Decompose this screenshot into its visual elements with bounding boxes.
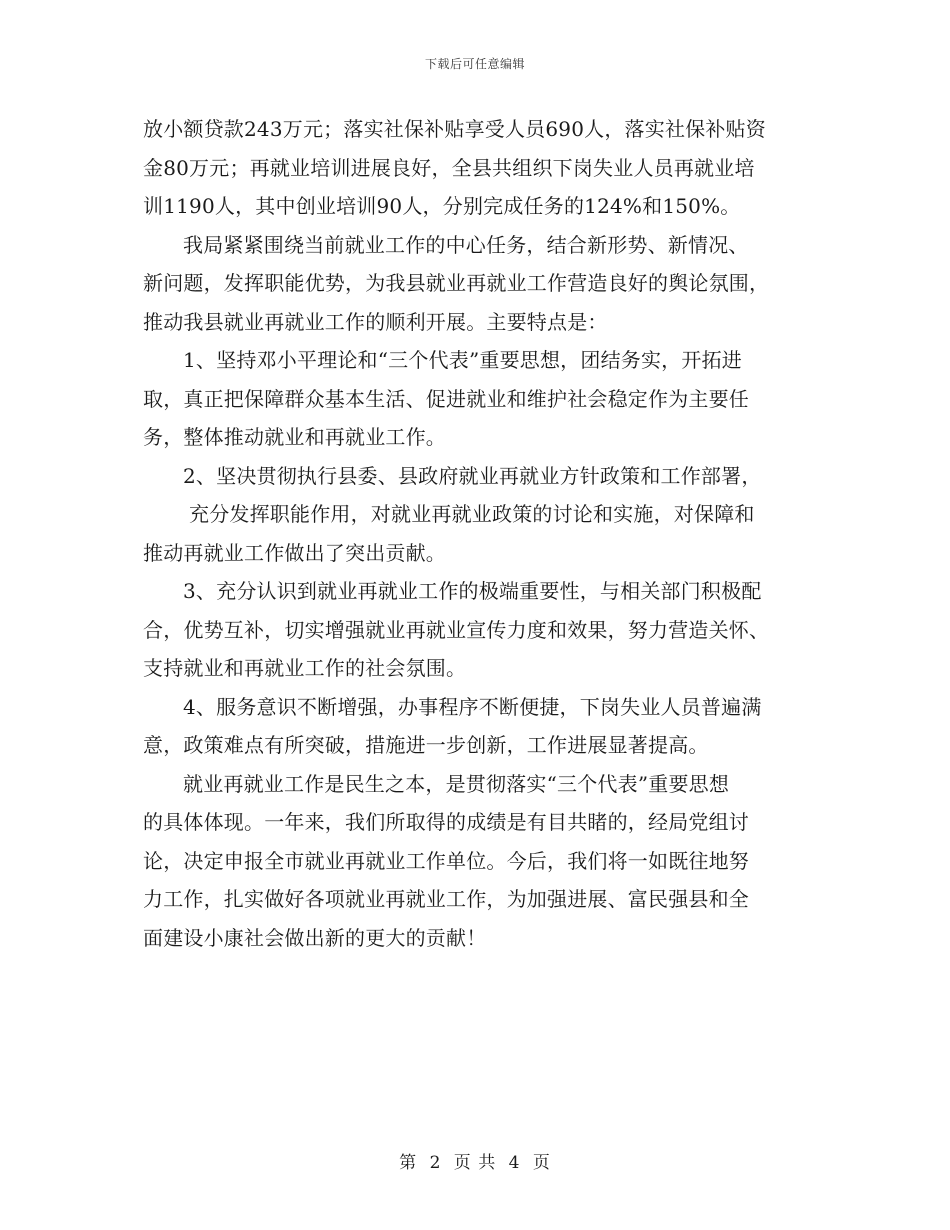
paragraph-start-line: 我局紧紧围绕当前就业工作的中心任务，结合新形势、新情况、: [183, 232, 749, 257]
total-pages-number: 4: [508, 1153, 521, 1173]
page-footer: [0, 1148, 950, 1173]
text-line: 金80万元；再就业培训进展良好，全县共组织下岗失业人员再就业培: [143, 155, 755, 180]
text-line: 面建设小康社会做出新的更大的贡献！: [143, 925, 487, 950]
text-line: 推动再就业工作做出了突出贡献。: [143, 540, 446, 565]
text-line: 支持就业和再就业工作的社会氛围。: [143, 656, 467, 680]
document-body: [143, 110, 803, 957]
text-line: 论，决定申报全市就业再就业工作单位。今后，我们将一如既往地努: [143, 848, 749, 873]
text-line: 合，优势互补，切实增强就业再就业宣传力度和效果，努力营造关怀、: [143, 617, 770, 642]
text-line: 放小额贷款243万元；落实社保补贴享受人员690人，落实社保补贴资: [143, 117, 766, 141]
text-line: 充分发挥职能作用，对就业再就业政策的讨论和实施，对保障和: [189, 502, 755, 526]
header-note: 下载后可任意编辑: [424, 57, 525, 71]
page-mid-text: 页 共: [453, 1153, 497, 1173]
text-line: 新问题，发挥职能优势，为我县就业再就业工作营造良好的舆论氛围，: [143, 271, 770, 295]
text-line: 推动我县就业再就业工作的顺利开展。主要特点是：: [143, 309, 608, 334]
text-line: 务，整体推动就业和再就业工作。: [143, 425, 446, 449]
page-prefix: 第: [399, 1153, 418, 1173]
list-item-4-line: 4、服务意识不断增强，办事程序不断便捷，下岗失业人员普遍满: [183, 694, 762, 719]
text-line: 的具体体现。一年来，我们所取得的成绩是有目共睹的，经局党组讨: [143, 810, 749, 834]
text-line: 力工作，扎实做好各项就业再就业工作，为加强进展、富民强县和全: [143, 887, 749, 911]
list-item-2-line: 2、坚决贯彻执行县委、县政府就业再就业方针政策和工作部署，: [183, 463, 762, 488]
paragraph-start-line: 就业再就业工作是民生之本，是贯彻落实“三个代表”重要思想: [183, 771, 730, 796]
text-line: 训1190人，其中创业培训90人，分别完成任务的124%和150%。: [143, 194, 741, 218]
text-line: 取，真正把保障群众基本生活、促进就业和维护社会稳定作为主要任: [143, 386, 749, 411]
list-item-3-line: 3、充分认识到就业再就业工作的极端重要性，与相关部门积极配: [183, 579, 762, 603]
current-page-number: 2: [429, 1153, 442, 1173]
text-line: 意，政策难点有所突破，措施进一步创新，工作进展显著提高。: [143, 733, 709, 757]
list-item-1-line: 1、坚持邓小平理论和“三个代表”重要思想，团结务实，开拓进: [183, 348, 742, 372]
page-suffix: 页: [532, 1153, 551, 1173]
